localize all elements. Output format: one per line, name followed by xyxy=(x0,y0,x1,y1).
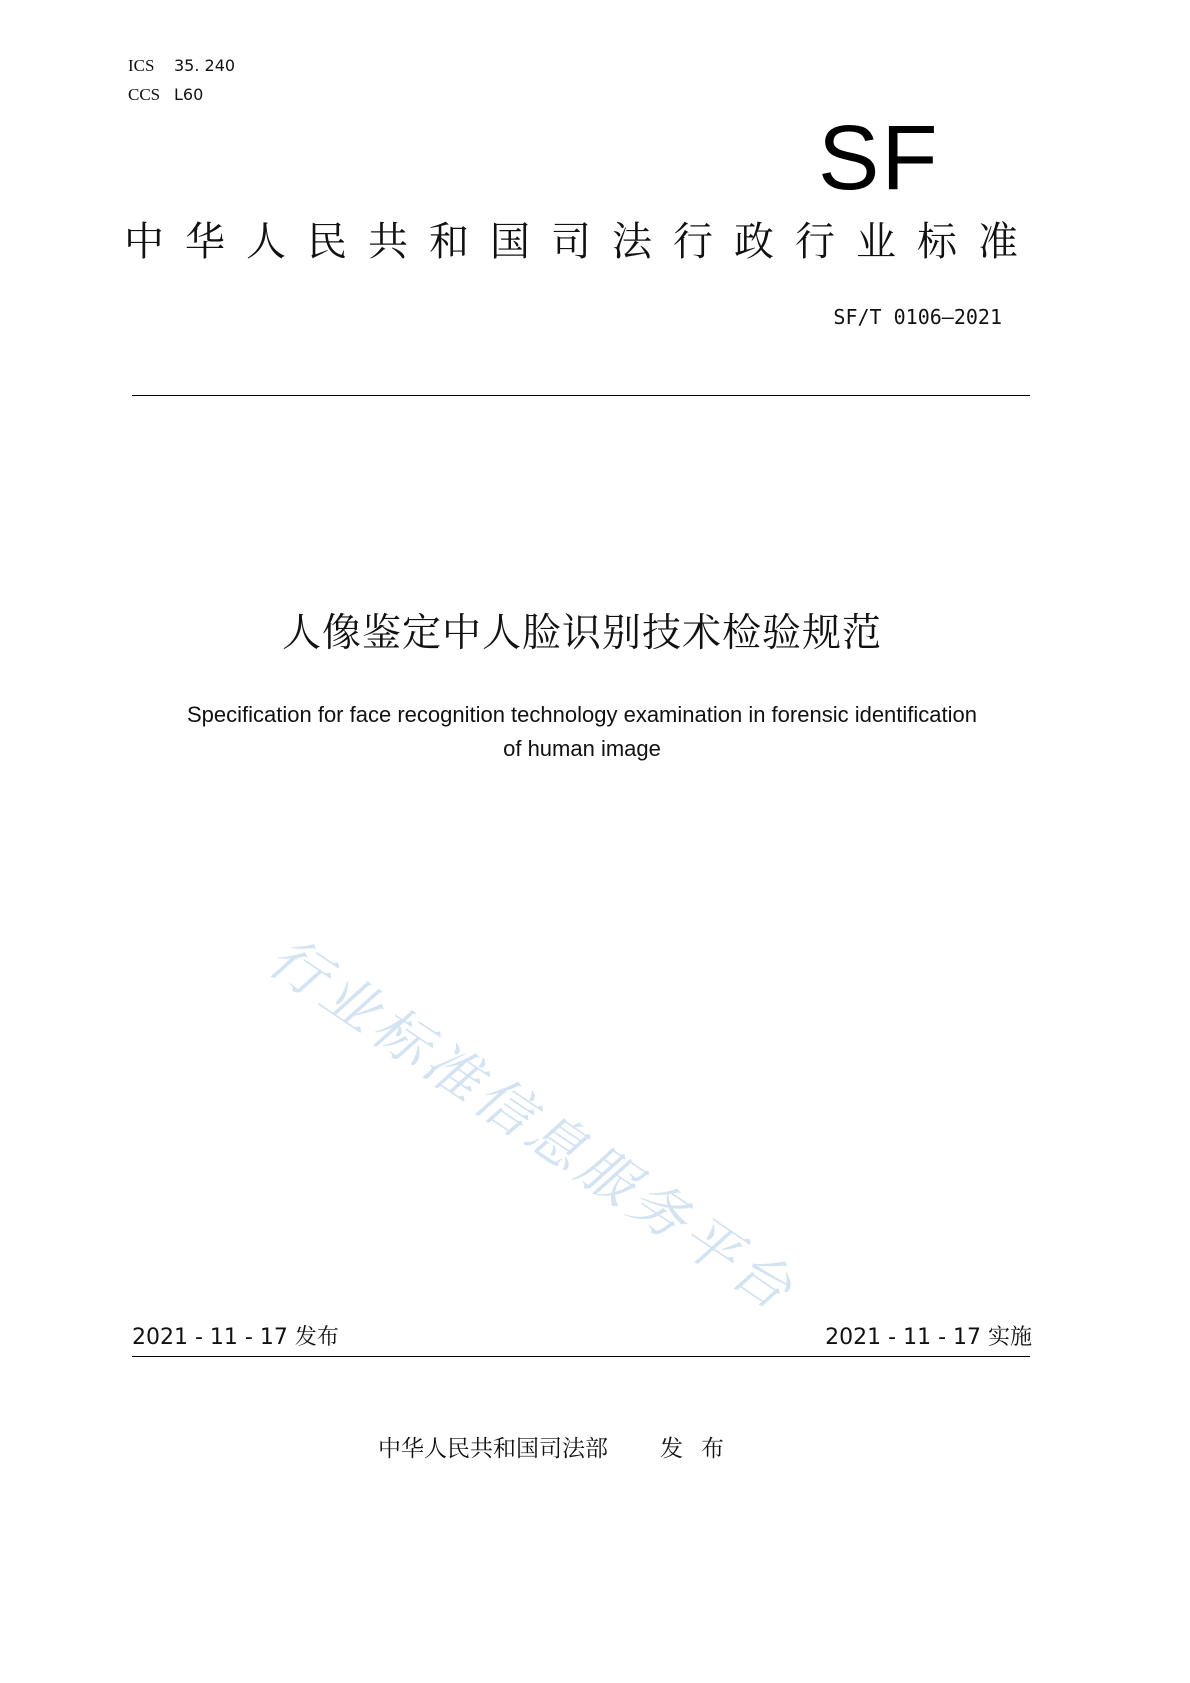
bottom-divider xyxy=(132,1356,1030,1357)
standard-category: 中华人民共和国司法行政行业标准 xyxy=(124,219,1039,265)
english-title-line-2: of human image xyxy=(503,736,661,761)
ics-value: 35. 240 xyxy=(174,56,236,75)
ccs-value: L60 xyxy=(174,85,204,104)
publisher-name: 中华人民共和国司法部 xyxy=(378,1436,608,1462)
watermark: 行业标准信息服务平台 xyxy=(256,924,808,1326)
standard-number: SF/T 0106—2021 xyxy=(833,305,1002,329)
ics-classification xyxy=(128,56,235,76)
issue-date: 2021 - 11 - 17 发布 xyxy=(132,1325,339,1350)
document-title-chinese: 人像鉴定中人脸识别技术检验规范 xyxy=(281,611,882,656)
english-title-line-1: Specification for face recognition technology examination in forensic identification xyxy=(186,702,977,727)
implementation-date: 2021 - 11 - 17 实施 xyxy=(825,1325,1032,1350)
publisher-line xyxy=(378,1432,742,1466)
ccs-classification xyxy=(128,85,203,105)
top-divider xyxy=(132,395,1030,396)
publish-action: 发布 xyxy=(660,1436,742,1462)
document-title-english xyxy=(130,698,1034,766)
sf-logo: SF xyxy=(818,107,940,209)
ccs-label: CCS xyxy=(128,85,161,104)
ics-label: ICS xyxy=(128,56,155,75)
